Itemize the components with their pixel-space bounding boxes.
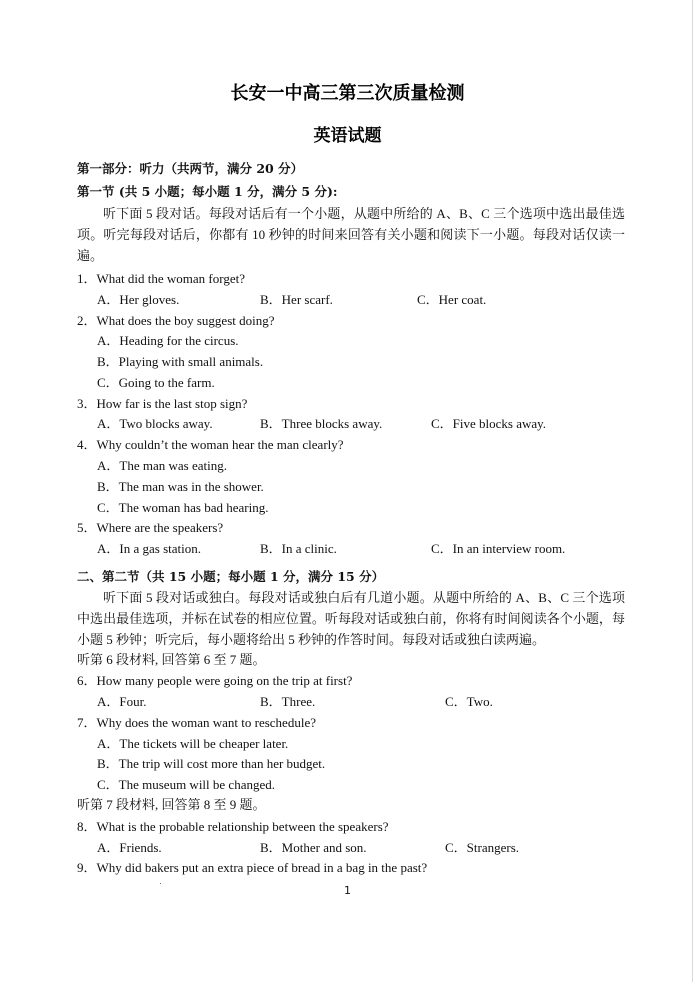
question-8: 8．What is the probable relationship between the speakers? — [77, 819, 389, 834]
q8-option-c: C．Strangers. — [445, 840, 520, 855]
q7-option-b: B．The trip will cost more than her budget. — [97, 756, 326, 771]
q2-option-b: B．Playing with small animals. — [97, 354, 264, 369]
q3-option-c: C．Five blocks away. — [431, 416, 547, 431]
material-7-note: 听第 7 段材料, 回答第 8 至 9 题。 — [77, 797, 266, 812]
material-6-note: 听第 6 段材料, 回答第 6 至 7 题。 — [77, 652, 266, 667]
q8-option-a: A．Friends. — [97, 840, 162, 855]
q7-option-a: A．The tickets will be cheaper later. — [97, 736, 289, 751]
section1-heading: 第一节 (共 5 小题；每小题 1 分，满分 5 分): — [77, 184, 338, 199]
q1-option-a: A．Her gloves. — [97, 292, 180, 307]
question-1: 1．What did the woman forget? — [77, 271, 245, 286]
section2-instructions: 听下面 5 段对话或独白。每段对话或独白后有几道小题。从题中所给的 A、B、C 三个选项中选出最佳选项，并标在试卷的相应位置。听每段对话或独白前，你将有时间阅读各个小题，每小题 5 秒钟；听完后，每小题将给出 5 秒钟的作答时间。每段对话或独白读两遍。 — [77, 590, 625, 647]
question-9: 9．Why did bakers put an extra piece of bread in a bag in the past? — [77, 860, 428, 875]
part1-heading: 第一部分：听力（共两节，满分 20 分） — [77, 161, 304, 176]
question-6: 6．How many people were going on the trip at first? — [77, 673, 353, 688]
q5-option-c: C．In an interview room. — [431, 541, 566, 556]
q1-option-b: B．Her scarf. — [260, 292, 333, 307]
q3-option-b: B．Three blocks away. — [260, 416, 383, 431]
exam-title: 长安一中高三第三次质量检测 — [230, 83, 465, 104]
question-7: 7．Why does the woman want to reschedule? — [77, 715, 316, 730]
q5-option-a: A．In a gas station. — [97, 541, 201, 556]
page-number: 1 — [344, 884, 351, 897]
section1-instructions: 听下面 5 段对话。每段对话后有一个小题，从题中所给的 A、B、C 三个选项中选出最佳选项。听完每段对话后，你都有 10 秒钟的时间来回答有关小题和阅读下一小题。每段对话仅读一遍。 — [77, 206, 625, 263]
q3-option-a: A．Two blocks away. — [97, 416, 213, 431]
q5-option-b: B．In a clinic. — [260, 541, 337, 556]
q4-option-c: C．The woman has bad hearing. — [97, 500, 269, 515]
q7-option-c: C．The museum will be changed. — [97, 777, 275, 792]
question-4: 4．Why couldn’t the woman hear the man clearly? — [77, 437, 344, 452]
q6-option-a: A．Four. — [97, 694, 147, 709]
question-5: 5．Where are the speakers? — [77, 520, 224, 535]
q4-option-a: A．The man was eating. — [97, 458, 227, 473]
question-3: 3．How far is the last stop sign? — [77, 396, 248, 411]
exam-subtitle: 英语试题 — [313, 126, 382, 146]
q2-option-c: C．Going to the farm. — [97, 375, 215, 390]
q6-option-c: C．Two. — [445, 694, 493, 709]
q8-option-b: B．Mother and son. — [260, 840, 367, 855]
section2-heading: 二、第二节（共 15 小题；每小题 1 分，满分 15 分） — [77, 569, 385, 584]
q4-option-b: B．The man was in the shower. — [97, 479, 264, 494]
question-2: 2．What does the boy suggest doing? — [77, 313, 275, 328]
q2-option-a: A．Heading for the circus. — [97, 333, 239, 348]
q6-option-b: B．Three. — [260, 694, 316, 709]
q1-option-c: C．Her coat. — [417, 292, 487, 307]
page-edge — [692, 0, 693, 982]
